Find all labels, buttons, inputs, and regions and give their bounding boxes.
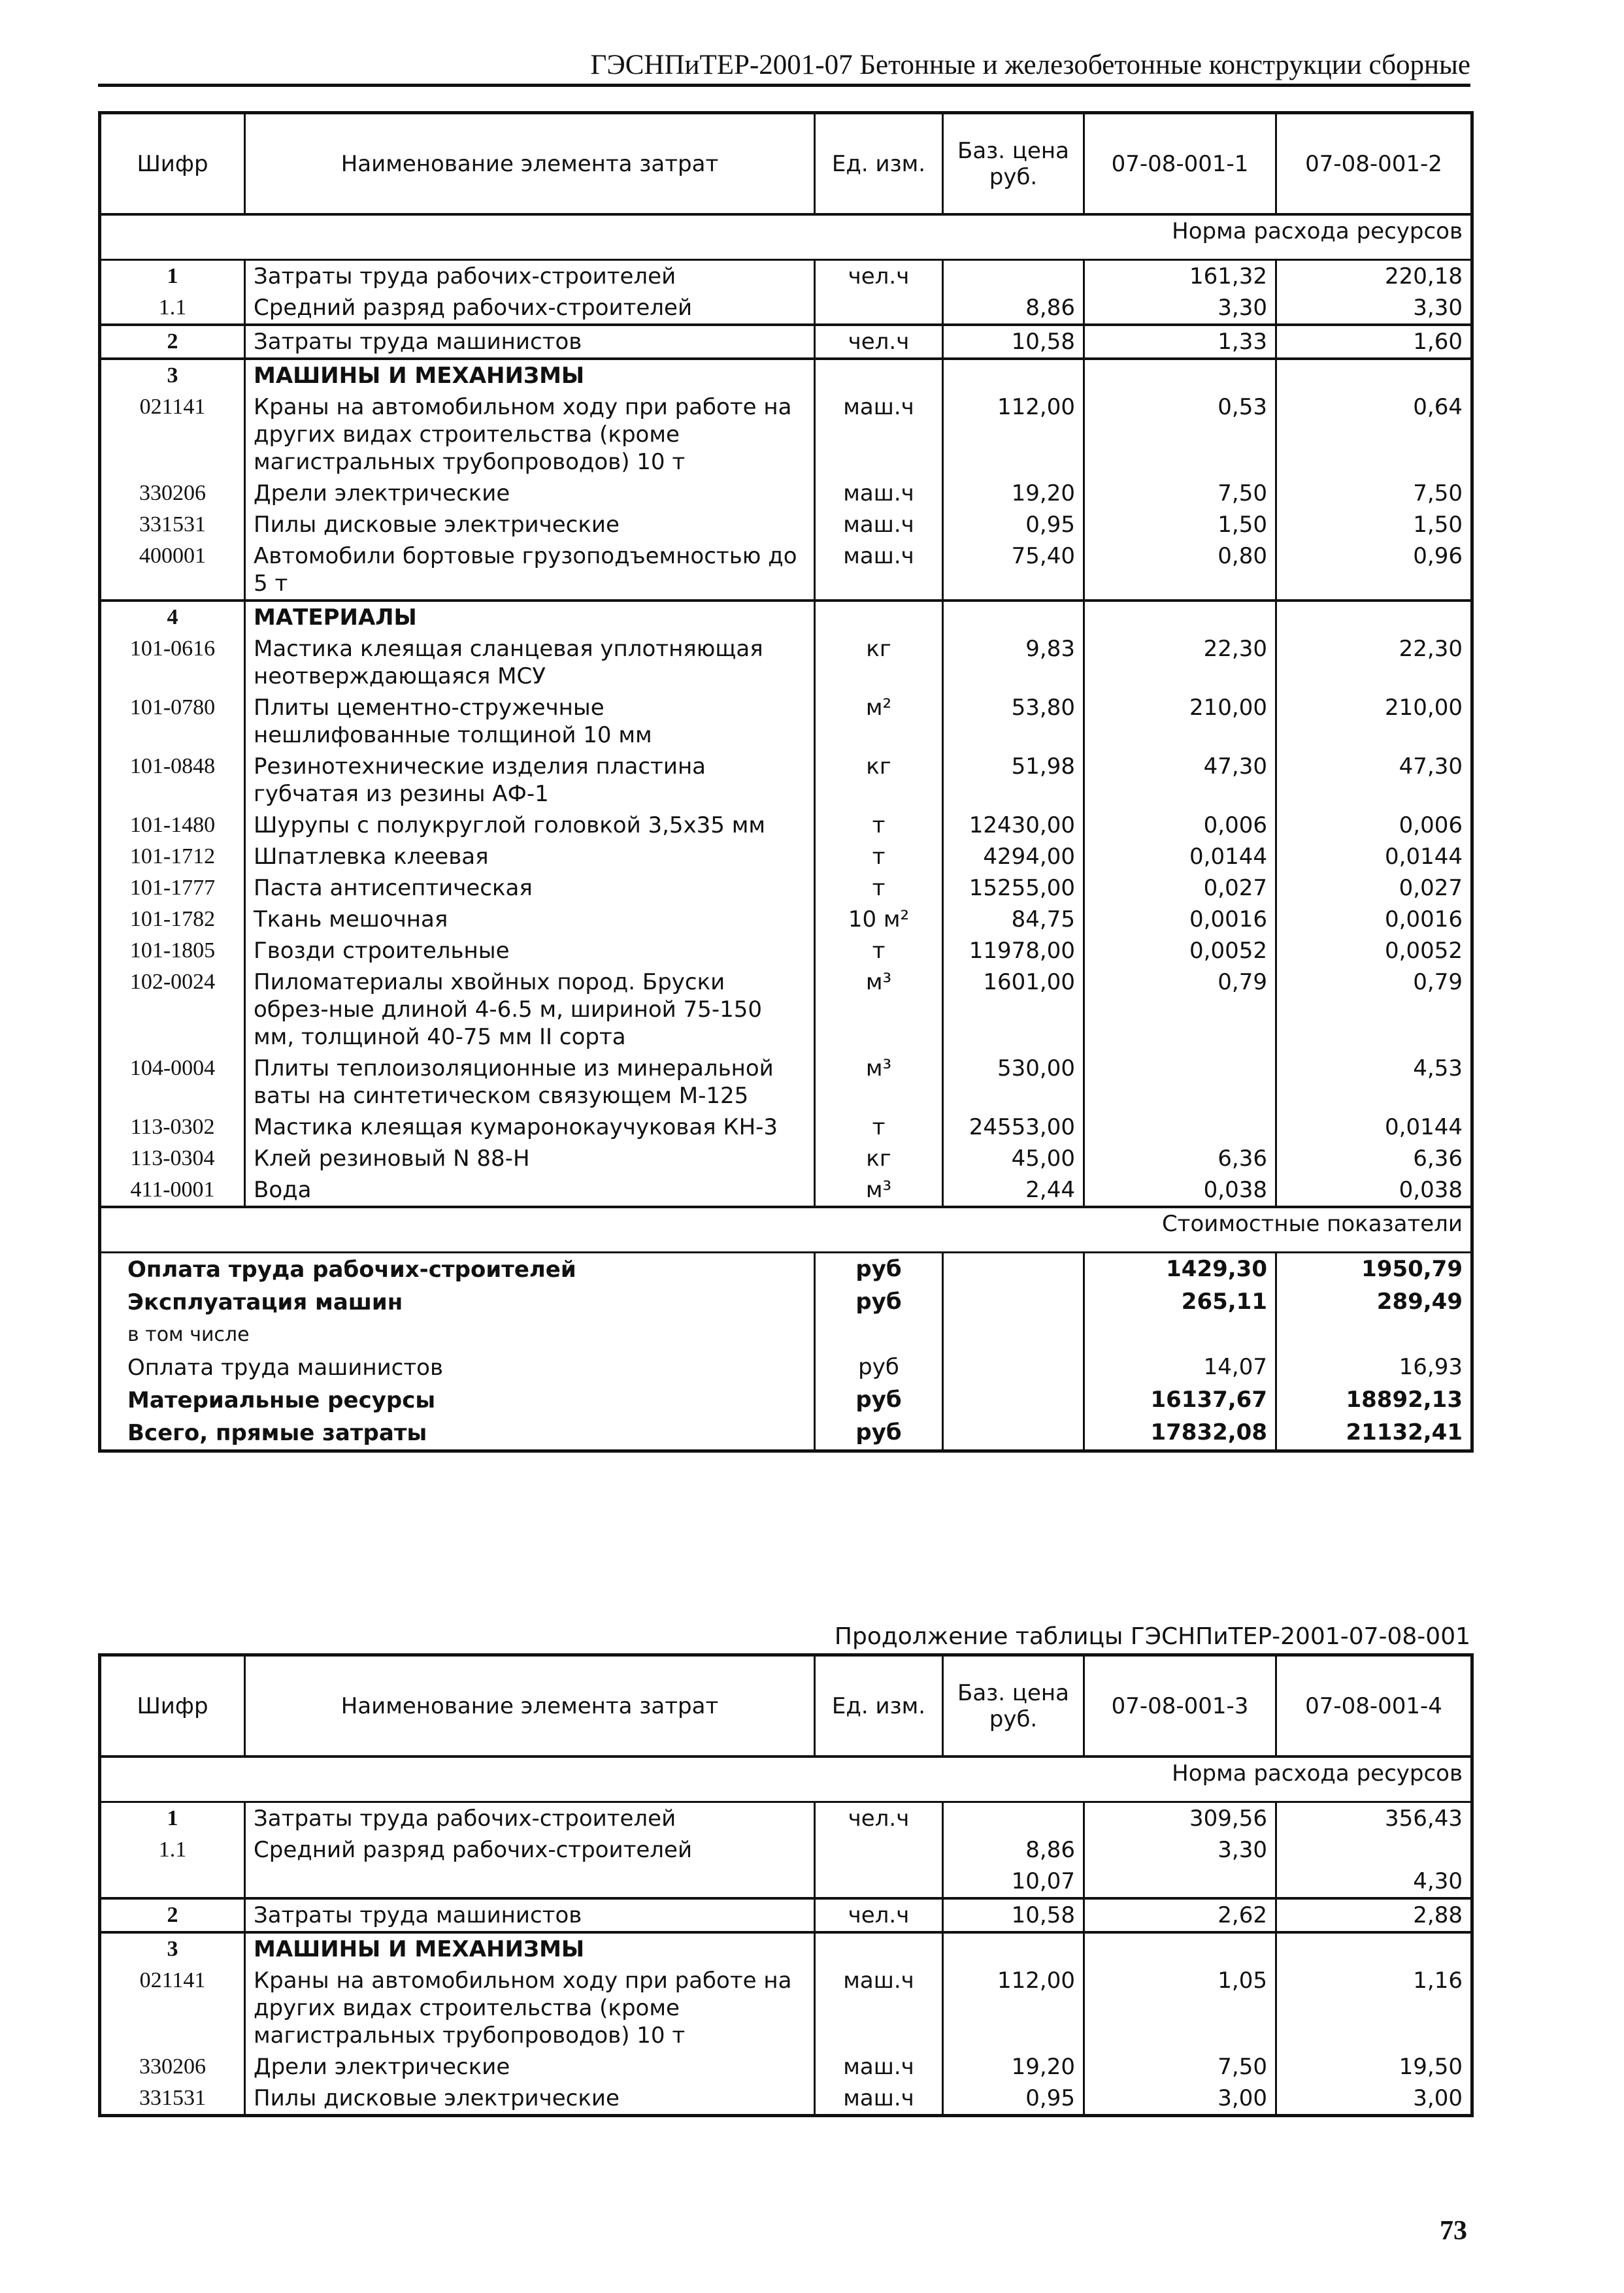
resource-unit: т	[815, 935, 943, 966]
summary-unit: руб	[815, 1384, 943, 1417]
norm-value-b: 7,50	[1276, 478, 1472, 509]
base-price: 10,58	[943, 325, 1084, 359]
col-header-07-08-001-1: 07-08-001-1	[1084, 113, 1276, 215]
resource-name: МАШИНЫ И МЕХАНИЗМЫ	[245, 359, 815, 391]
resource-code: 101-1777	[100, 872, 245, 904]
summary-value-b: 289,49	[1276, 1286, 1472, 1319]
col-header-price: Баз. цена руб.	[943, 113, 1084, 215]
resource-unit: кг	[815, 633, 943, 692]
resource-unit	[815, 359, 943, 391]
col-header-07-08-001-3: 07-08-001-3	[1084, 1655, 1276, 1757]
summary-label: Материальные ресурсы	[100, 1384, 815, 1417]
norm-value-a: 3,00	[1084, 2083, 1276, 2116]
table-row	[100, 359, 1472, 391]
summary-value-a: 17832,08	[1084, 1417, 1276, 1451]
norm-value-b	[1276, 601, 1472, 633]
table-row	[100, 292, 1472, 325]
norm-value-a: 47,30	[1084, 751, 1276, 810]
resource-unit: м³	[815, 966, 943, 1053]
resource-unit: чел.ч	[815, 1898, 943, 1932]
resource-unit: м³	[815, 1053, 943, 1112]
norm-value-b: 22,30	[1276, 633, 1472, 692]
resource-code: 1.1	[100, 1834, 245, 1866]
resource-code: 330206	[100, 478, 245, 509]
norm-value-a	[1084, 601, 1276, 633]
summary-value-b	[1276, 1319, 1472, 1351]
norm-value-b: 0,0052	[1276, 935, 1472, 966]
table-row	[100, 540, 1472, 601]
norm-value-a: 0,038	[1084, 1174, 1276, 1207]
norm-value-a: 0,027	[1084, 872, 1276, 904]
resource-code: 331531	[100, 2083, 245, 2116]
base-price	[943, 260, 1084, 293]
summary-value-b: 1950,79	[1276, 1253, 1472, 1287]
resource-name: Затраты труда машинистов	[245, 1898, 815, 1932]
section-band	[100, 1757, 1472, 1802]
summary-label: в том числе	[100, 1319, 815, 1351]
resource-unit: маш.ч	[815, 540, 943, 601]
norm-value-a: 309,56	[1084, 1802, 1276, 1835]
base-price: 530,00	[943, 1053, 1084, 1112]
summary-price	[943, 1417, 1084, 1451]
section-band	[100, 214, 1472, 260]
cost-table-1	[98, 111, 1474, 1453]
resource-name: Дрели электрические	[245, 2051, 815, 2083]
summary-unit: руб	[815, 1417, 943, 1451]
table-row	[100, 2083, 1472, 2116]
table-row	[100, 751, 1472, 810]
resource-unit	[815, 601, 943, 633]
resource-name: Плиты цементно-стружечные нешлифованные толщиной 10 мм	[245, 692, 815, 751]
resource-name: Затраты труда рабочих-строителей	[245, 1802, 815, 1835]
resource-name: Мастика клеящая сланцевая уплотняющая неотверждающаяся МСУ	[245, 633, 815, 692]
resource-name: Паста антисептическая	[245, 872, 815, 904]
summary-label: Всего, прямые затраты	[100, 1417, 815, 1451]
norm-value-a: 3,30	[1084, 1834, 1276, 1866]
norm-value-b: 0,64	[1276, 391, 1472, 478]
base-price: 8,86	[943, 1834, 1084, 1866]
resource-code	[100, 1866, 245, 1898]
norm-value-b: 3,00	[1276, 2083, 1472, 2116]
resource-name: Автомобили бортовые грузоподъемностью до 5 т	[245, 540, 815, 601]
resource-code: 104-0004	[100, 1053, 245, 1112]
resource-code: 3	[100, 359, 245, 391]
base-price: 19,20	[943, 2051, 1084, 2083]
norm-value-a: 0,80	[1084, 540, 1276, 601]
summary-value-a	[1084, 1319, 1276, 1351]
base-price: 9,83	[943, 633, 1084, 692]
base-price: 19,20	[943, 478, 1084, 509]
norm-value-a: 2,62	[1084, 1898, 1276, 1932]
col-header-name: Наименование элемента затрат	[245, 1655, 815, 1757]
summary-row	[100, 1417, 1472, 1451]
page-number: 73	[1440, 2216, 1467, 2246]
resource-unit: маш.ч	[815, 2051, 943, 2083]
resource-unit: м³	[815, 1174, 943, 1207]
norm-value-b	[1276, 1834, 1472, 1866]
resource-code: 101-0848	[100, 751, 245, 810]
table-row	[100, 1143, 1472, 1174]
norm-value-b: 0,027	[1276, 872, 1472, 904]
norm-value-b: 1,60	[1276, 325, 1472, 359]
norm-value-a	[1084, 1112, 1276, 1143]
resource-unit: кг	[815, 1143, 943, 1174]
base-price: 8,86	[943, 292, 1084, 325]
base-price: 84,75	[943, 904, 1084, 935]
summary-label: Оплата труда машинистов	[100, 1351, 815, 1384]
resource-code: 4	[100, 601, 245, 633]
resource-unit: м²	[815, 692, 943, 751]
norm-value-b: 6,36	[1276, 1143, 1472, 1174]
summary-unit: руб	[815, 1253, 943, 1287]
summary-price	[943, 1253, 1084, 1287]
resource-unit: маш.ч	[815, 509, 943, 540]
running-title: ГЭСНПиТЕР-2001-07 Бетонные и железобетонные конструкции сборные	[98, 47, 1470, 87]
resource-code: 330206	[100, 2051, 245, 2083]
summary-price	[943, 1319, 1084, 1351]
resource-code: 411-0001	[100, 1174, 245, 1207]
col-header-unit: Ед. изм.	[815, 113, 943, 215]
norm-value-a	[1084, 1866, 1276, 1898]
resource-unit: кг	[815, 751, 943, 810]
resource-unit: маш.ч	[815, 1965, 943, 2051]
norm-value-a: 3,30	[1084, 292, 1276, 325]
resource-name: Гвозди строительные	[245, 935, 815, 966]
table-row	[100, 692, 1472, 751]
table-row	[100, 2051, 1472, 2083]
resource-code: 101-0780	[100, 692, 245, 751]
summary-price	[943, 1384, 1084, 1417]
norm-value-b: 0,0016	[1276, 904, 1472, 935]
section-band	[100, 1207, 1472, 1253]
norm-value-a	[1084, 1053, 1276, 1112]
resource-code: 101-1480	[100, 810, 245, 841]
summary-value-b: 18892,13	[1276, 1384, 1472, 1417]
resource-unit: маш.ч	[815, 391, 943, 478]
resource-unit: маш.ч	[815, 2083, 943, 2116]
norm-value-b: 4,30	[1276, 1866, 1472, 1898]
norm-value-b: 0,96	[1276, 540, 1472, 601]
norm-value-b: 47,30	[1276, 751, 1472, 810]
resource-name: Мастика клеящая кумаронокаучуковая КН-3	[245, 1112, 815, 1143]
norm-value-b: 4,53	[1276, 1053, 1472, 1112]
col-header-07-08-001-2: 07-08-001-2	[1276, 113, 1472, 215]
col-header-code: Шифр	[100, 1655, 245, 1757]
table-row	[100, 1174, 1472, 1207]
base-price: 11978,00	[943, 935, 1084, 966]
norm-value-b	[1276, 1932, 1472, 1965]
resource-unit	[815, 1866, 943, 1898]
summary-unit: руб	[815, 1286, 943, 1319]
table-row	[100, 1802, 1472, 1835]
norm-value-a: 0,006	[1084, 810, 1276, 841]
base-price: 1601,00	[943, 966, 1084, 1053]
resource-code: 102-0024	[100, 966, 245, 1053]
table-row	[100, 1112, 1472, 1143]
summary-value-a: 16137,67	[1084, 1384, 1276, 1417]
base-price: 0,95	[943, 509, 1084, 540]
resource-name: МАТЕРИАЛЫ	[245, 601, 815, 633]
col-header-name: Наименование элемента затрат	[245, 113, 815, 215]
resource-unit: чел.ч	[815, 325, 943, 359]
resource-unit: т	[815, 872, 943, 904]
table-row	[100, 1834, 1472, 1866]
summary-label: Оплата труда рабочих-строителей	[100, 1253, 815, 1287]
resource-code: 101-1805	[100, 935, 245, 966]
norm-value-b: 19,50	[1276, 2051, 1472, 2083]
resource-code: 400001	[100, 540, 245, 601]
resource-name: Резинотехнические изделия пластина губчатая из резины АФ-1	[245, 751, 815, 810]
base-price	[943, 601, 1084, 633]
resource-name: Дрели электрические	[245, 478, 815, 509]
summary-row	[100, 1351, 1472, 1384]
table-row	[100, 935, 1472, 966]
band-label: Норма расхода ресурсов	[100, 1757, 1472, 1802]
table-row	[100, 260, 1472, 293]
summary-value-b: 21132,41	[1276, 1417, 1472, 1451]
norm-value-b: 3,30	[1276, 292, 1472, 325]
summary-value-a: 1429,30	[1084, 1253, 1276, 1287]
base-price: 12430,00	[943, 810, 1084, 841]
resource-code: 2	[100, 1898, 245, 1932]
norm-value-a: 161,32	[1084, 260, 1276, 293]
norm-value-a: 0,0144	[1084, 841, 1276, 872]
col-header-07-08-001-4: 07-08-001-4	[1276, 1655, 1472, 1757]
resource-unit: чел.ч	[815, 260, 943, 293]
resource-code: 021141	[100, 391, 245, 478]
norm-value-b: 1,16	[1276, 1965, 1472, 2051]
table-row	[100, 478, 1472, 509]
table-row	[100, 810, 1472, 841]
table-row	[100, 872, 1472, 904]
summary-value-a: 14,07	[1084, 1351, 1276, 1384]
base-price: 0,95	[943, 2083, 1084, 2116]
resource-name: Ткань мешочная	[245, 904, 815, 935]
band-label: Стоимостные показатели	[100, 1207, 1472, 1253]
norm-value-a: 7,50	[1084, 2051, 1276, 2083]
col-header-unit: Ед. изм.	[815, 1655, 943, 1757]
norm-value-a	[1084, 359, 1276, 391]
resource-name: Краны на автомобильном ходу при работе на других видах строительства (кроме магистральных трубопроводов) 10 т	[245, 391, 815, 478]
norm-value-b: 0,006	[1276, 810, 1472, 841]
continuation-label: Продолжение таблицы ГЭСНПиТЕР-2001-07-08-001	[834, 1623, 1470, 1650]
resource-code: 1	[100, 260, 245, 293]
norm-value-a: 210,00	[1084, 692, 1276, 751]
table-row	[100, 391, 1472, 478]
resource-name: Средний разряд рабочих-строителей	[245, 1834, 815, 1866]
norm-value-a	[1084, 1932, 1276, 1965]
resource-code: 2	[100, 325, 245, 359]
table-row	[100, 1898, 1472, 1932]
table-row	[100, 1965, 1472, 2051]
base-price: 2,44	[943, 1174, 1084, 1207]
resource-name: Пилы дисковые электрические	[245, 2083, 815, 2116]
resource-code: 101-1782	[100, 904, 245, 935]
resource-unit	[815, 1834, 943, 1866]
resource-name: Шпатлевка клеевая	[245, 841, 815, 872]
resource-code: 1.1	[100, 292, 245, 325]
summary-unit: руб	[815, 1351, 943, 1384]
resource-code: 101-1712	[100, 841, 245, 872]
resource-name: Плиты теплоизоляционные из минеральной ваты на синтетическом связующем М-125	[245, 1053, 815, 1112]
resource-unit: маш.ч	[815, 478, 943, 509]
base-price: 51,98	[943, 751, 1084, 810]
base-price: 112,00	[943, 1965, 1084, 2051]
col-header-price: Баз. цена руб.	[943, 1655, 1084, 1757]
norm-value-a: 22,30	[1084, 633, 1276, 692]
resource-name: Затраты труда машинистов	[245, 325, 815, 359]
base-price: 10,07	[943, 1866, 1084, 1898]
summary-row	[100, 1319, 1472, 1351]
base-price	[943, 1932, 1084, 1965]
resource-code: 101-0616	[100, 633, 245, 692]
base-price: 15255,00	[943, 872, 1084, 904]
summary-price	[943, 1286, 1084, 1319]
band-label: Норма расхода ресурсов	[100, 214, 1472, 260]
norm-value-a: 1,33	[1084, 325, 1276, 359]
norm-value-b: 1,50	[1276, 509, 1472, 540]
table-row	[100, 601, 1472, 633]
base-price: 75,40	[943, 540, 1084, 601]
norm-value-b: 220,18	[1276, 260, 1472, 293]
norm-value-a: 0,0052	[1084, 935, 1276, 966]
resource-unit: т	[815, 810, 943, 841]
norm-value-a: 1,05	[1084, 1965, 1276, 2051]
resource-unit: т	[815, 1112, 943, 1143]
resource-unit	[815, 1932, 943, 1965]
table-row	[100, 1866, 1472, 1898]
resource-name: Пиломатериалы хвойных пород. Бруски обрез-ные длиной 4-6.5 м, шириной 75-150 мм, толщиной 40-75 мм II сорта	[245, 966, 815, 1053]
summary-row	[100, 1286, 1472, 1319]
base-price: 4294,00	[943, 841, 1084, 872]
resource-code: 113-0304	[100, 1143, 245, 1174]
norm-value-b: 0,0144	[1276, 1112, 1472, 1143]
table-row	[100, 509, 1472, 540]
base-price	[943, 359, 1084, 391]
norm-value-a: 7,50	[1084, 478, 1276, 509]
table-row	[100, 1932, 1472, 1965]
norm-value-a: 0,0016	[1084, 904, 1276, 935]
summary-value-a: 265,11	[1084, 1286, 1276, 1319]
resource-name: МАШИНЫ И МЕХАНИЗМЫ	[245, 1932, 815, 1965]
base-price: 10,58	[943, 1898, 1084, 1932]
resource-unit: чел.ч	[815, 1802, 943, 1835]
resource-name: Шурупы с полукруглой головкой 3,5x35 мм	[245, 810, 815, 841]
norm-value-b: 2,88	[1276, 1898, 1472, 1932]
norm-value-a: 0,79	[1084, 966, 1276, 1053]
summary-unit	[815, 1319, 943, 1351]
norm-value-b	[1276, 359, 1472, 391]
base-price: 45,00	[943, 1143, 1084, 1174]
resource-unit: 10 м²	[815, 904, 943, 935]
resource-unit	[815, 292, 943, 325]
norm-value-b: 356,43	[1276, 1802, 1472, 1835]
table-row	[100, 841, 1472, 872]
table-row	[100, 1053, 1472, 1112]
resource-name: Средний разряд рабочих-строителей	[245, 292, 815, 325]
resource-code: 113-0302	[100, 1112, 245, 1143]
summary-row	[100, 1384, 1472, 1417]
norm-value-b: 0,038	[1276, 1174, 1472, 1207]
norm-value-b: 0,79	[1276, 966, 1472, 1053]
resource-name: Затраты труда рабочих-строителей	[245, 260, 815, 293]
summary-label: Эксплуатация машин	[100, 1286, 815, 1319]
table-row	[100, 966, 1472, 1053]
resource-name: Краны на автомобильном ходу при работе на других видах строительства (кроме магистральных трубопроводов) 10 т	[245, 1965, 815, 2051]
base-price: 24553,00	[943, 1112, 1084, 1143]
resource-name: Вода	[245, 1174, 815, 1207]
resource-unit: т	[815, 841, 943, 872]
base-price	[943, 1802, 1084, 1835]
table-row	[100, 633, 1472, 692]
resource-code: 331531	[100, 509, 245, 540]
cost-table-2	[98, 1653, 1474, 2117]
norm-value-a: 1,50	[1084, 509, 1276, 540]
norm-value-b: 0,0144	[1276, 841, 1472, 872]
summary-row	[100, 1253, 1472, 1287]
resource-code: 3	[100, 1932, 245, 1965]
base-price: 112,00	[943, 391, 1084, 478]
resource-name	[245, 1866, 815, 1898]
base-price: 53,80	[943, 692, 1084, 751]
summary-price	[943, 1351, 1084, 1384]
resource-name: Пилы дисковые электрические	[245, 509, 815, 540]
norm-value-a: 0,53	[1084, 391, 1276, 478]
resource-code: 1	[100, 1802, 245, 1835]
col-header-code: Шифр	[100, 113, 245, 215]
table-row	[100, 904, 1472, 935]
table-row	[100, 325, 1472, 359]
norm-value-b: 210,00	[1276, 692, 1472, 751]
norm-value-a: 6,36	[1084, 1143, 1276, 1174]
resource-code: 021141	[100, 1965, 245, 2051]
summary-value-b: 16,93	[1276, 1351, 1472, 1384]
resource-name: Клей резиновый N 88-Н	[245, 1143, 815, 1174]
